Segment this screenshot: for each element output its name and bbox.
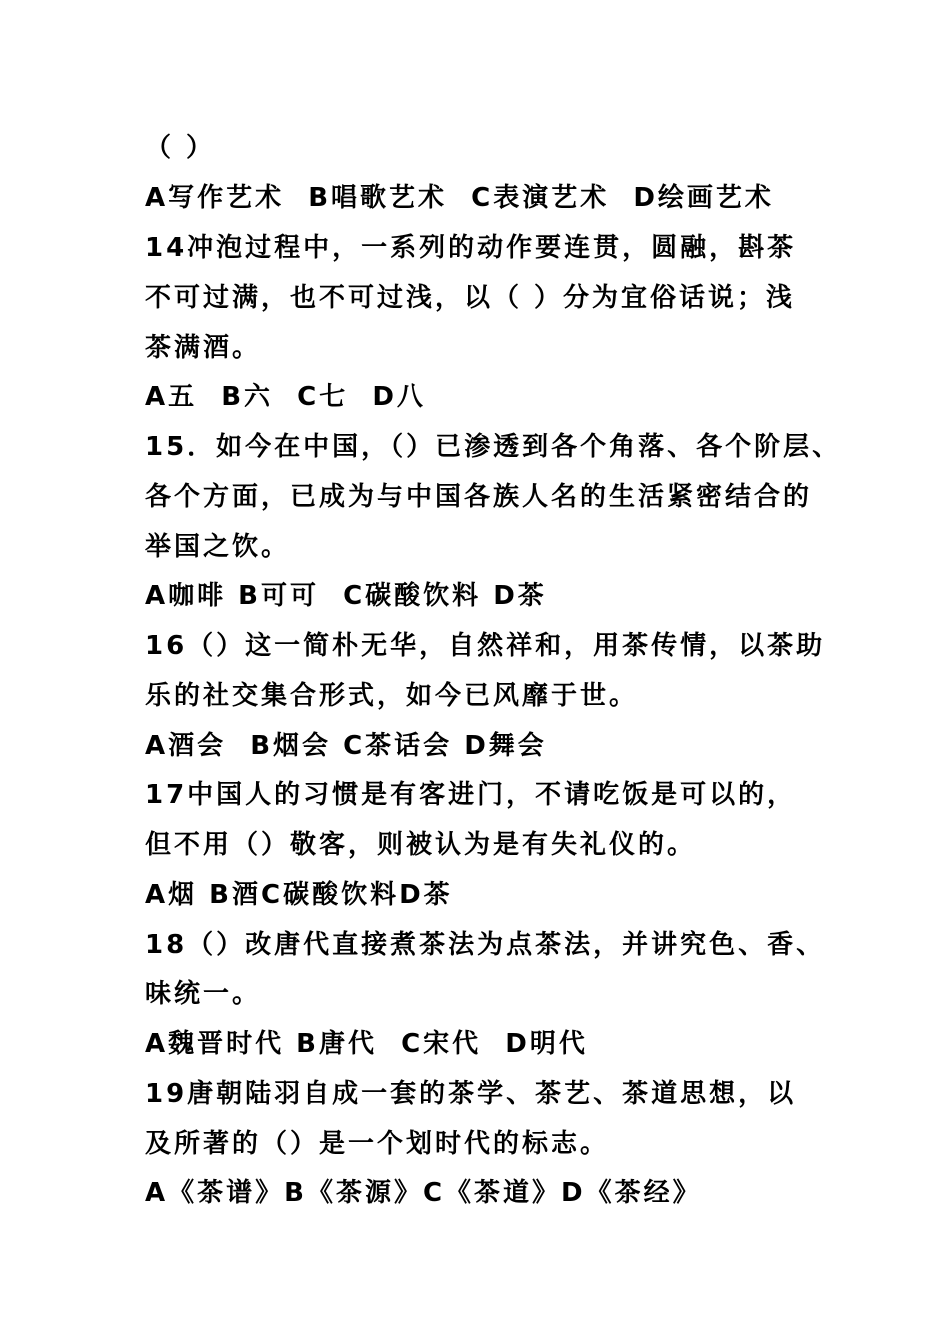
question-15-line-1: 15．如今在中国，（）已渗透到各个角落、各个阶层、 [145, 432, 842, 462]
question-15-line-3: 举国之饮。 [145, 532, 291, 562]
question-13-options: A写作艺术 B唱歌艺术 C表演艺术 D绘画艺术 [145, 183, 774, 213]
question-19-line-1: 19唐朝陆羽自成一套的茶学、茶艺、茶道思想，以 [145, 1079, 797, 1109]
question-15-options: A咖啡 B可可 C碳酸饮料 D茶 [145, 581, 547, 611]
question-14-line-3: 茶满酒。 [145, 333, 262, 363]
question-18-line-2: 味统一。 [145, 979, 262, 1009]
question-19-options: A《茶谱》B《茶源》C《茶道》D《茶经》 [145, 1178, 702, 1208]
question-14-line-2: 不可过满，也不可过浅，以（ ）分为宜俗话说；浅 [145, 283, 796, 313]
question-19-line-2: 及所著的（）是一个划时代的标志。 [145, 1129, 610, 1159]
question-18-options: A魏晋时代 B唐代 C宋代 D明代 [145, 1029, 588, 1059]
question-14-options: A五 B六 C七 D八 [145, 382, 426, 412]
question-17-line-1: 17中国人的习惯是有客进门，不请吃饭是可以的， [145, 780, 797, 810]
question-16-line-1: 16（）这一简朴无华，自然祥和，用茶传情，以茶助 [145, 631, 826, 661]
question-15-line-2: 各个方面，已成为与中国各族人名的生活紧密结合的 [145, 482, 813, 512]
question-17-options: A烟 B酒C碳酸饮料D茶 [145, 880, 453, 910]
question-16-line-2: 乐的社交集合形式，如今已风靡于世。 [145, 681, 639, 711]
question-14-line-1: 14冲泡过程中，一系列的动作要连贯，圆融，斟茶 [145, 233, 797, 263]
question-13-stem-end: （ ） [145, 133, 216, 163]
question-17-line-2: 但不用（）敬客，则被认为是有失礼仪的。 [145, 830, 697, 860]
question-18-line-1: 18（）改唐代直接煮茶法为点茶法，并讲究色、香、 [145, 930, 826, 960]
question-16-options: A酒会 B烟会 C茶话会 D舞会 [145, 731, 547, 761]
